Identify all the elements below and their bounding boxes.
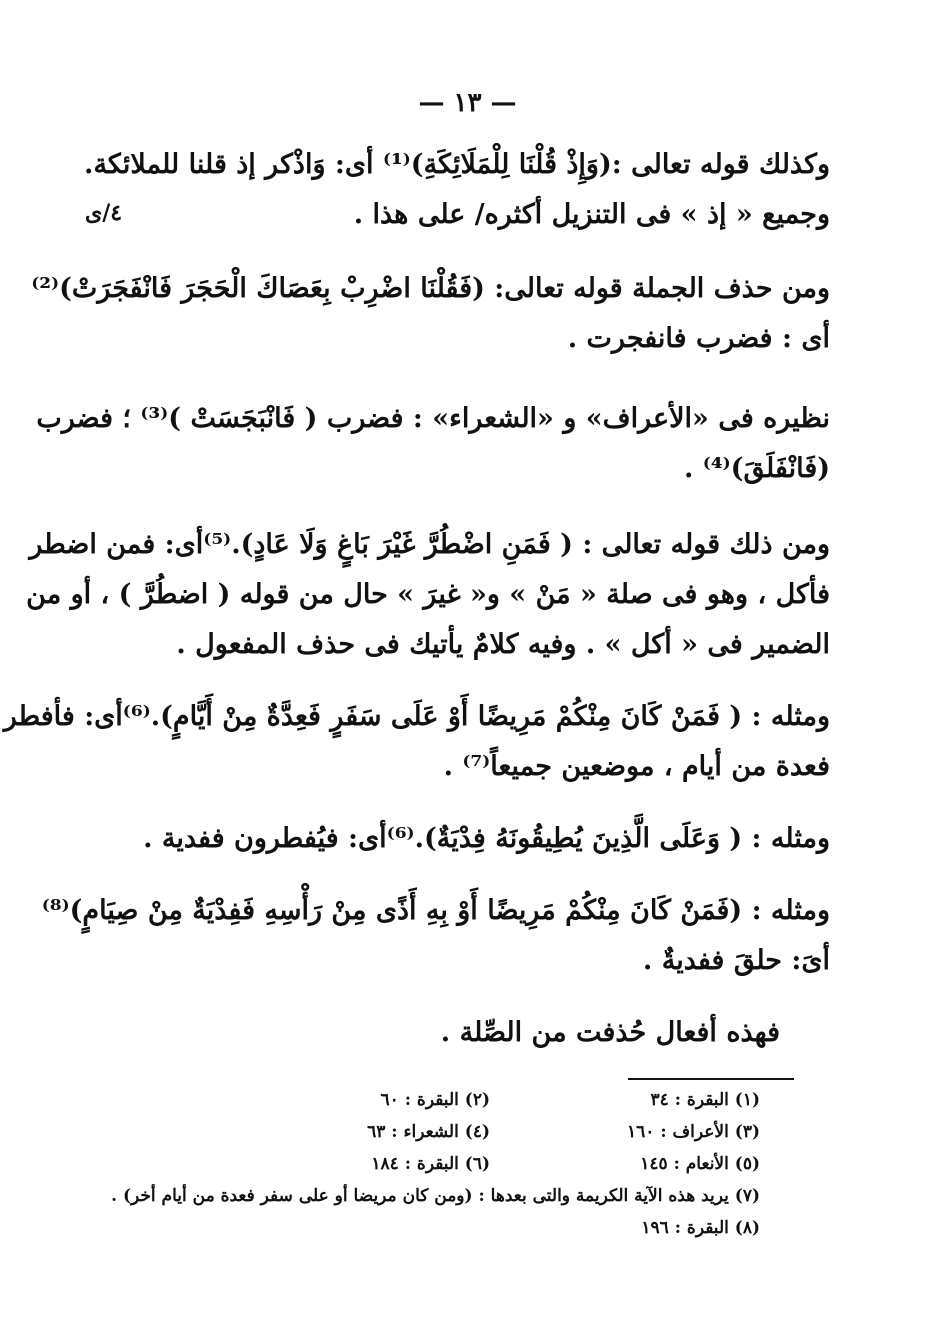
text-line: الضمير فى « أكل » . وفيه كلامٌ يأتيك فى حذف المفعول . <box>176 629 830 660</box>
text-line: وجميع « إذ » فى التنزيل أكثره/ على هذا . <box>353 199 830 230</box>
footnote-row <box>170 1154 760 1186</box>
footnote: (٦) البقرة : ١٨٤ <box>371 1154 490 1174</box>
paragraph <box>31 264 830 364</box>
text-line: فعدة من أيام ، موضعين جميعاً⁽⁷⁾ . <box>443 751 830 782</box>
text-line: نظيره فى «الأعراف» و «الشعراء» : فضرب ( فَانْبَجَسَتْ )⁽³⁾ ؛ فضرب <box>36 403 830 434</box>
footnote-row <box>170 1122 760 1154</box>
footnote: (٥) الأنعام : ١٤٥ <box>640 1154 760 1174</box>
text-line: وكذلك قوله تعالى :(وَإِذْ قُلْنَا لِلْمَلَائِكَةِ)⁽¹⁾ أى: وَاذْكر إذ قلنا للملائكة. <box>84 149 830 180</box>
text-line: ومثله : ( فَمَنْ كَانَ مِنْكُمْ مَرِيضًا أَوْ عَلَى سَفَرٍ فَعِدَّةٌ مِنْ أَيَّامٍ).⁽⁶⁾أى: فأفطر <box>3 701 830 732</box>
text-line: ومن حذف الجملة قوله تعالى: (فَقُلْنَا اضْرِبْ بِعَصَاكَ الْحَجَرَ فَانْفَجَرَتْ)⁽²⁾ <box>31 273 830 304</box>
text-line: ومثله : (فَمَنْ كَانَ مِنْكُمْ مَرِيضًا أَوْ بِهِ أَذًى مِنْ رَأْسِهِ فَفِدْيَةٌ مِنْ صِيَامٍ)⁽⁸⁾ <box>41 895 830 926</box>
footnote-row <box>170 1090 760 1122</box>
paragraph <box>3 692 830 792</box>
text-line: ومثله : ( وَعَلَى الَّذِينَ يُطِيقُونَهُ فِدْيَةٌ).⁽⁶⁾أى: فيُفطرون ففدية . <box>143 823 830 854</box>
footnote: (٣) الأعراف : ١٦٠ <box>627 1122 760 1142</box>
footnotes <box>111 1090 760 1250</box>
paragraph <box>41 886 830 986</box>
paragraph <box>140 814 830 864</box>
paragraph <box>140 1008 780 1058</box>
footnote: (٤) الشعراء : ٦٣ <box>367 1122 490 1142</box>
footnote: (٨) البقرة : ١٩٦ <box>641 1218 760 1238</box>
text-line: (فَانْفَلَقَ)⁽⁴⁾ . <box>683 453 830 484</box>
text-line: فأكل ، وهو فى صلة « مَنْ » و« غيرَ » حال من قوله ( اضطُرَّ ) ، أو من <box>26 579 830 610</box>
text-line: أىَ: حلقَ ففديةٌ . <box>642 945 830 976</box>
footnote-row <box>111 1186 760 1218</box>
footnote: (٢) البقرة : ٦٠ <box>380 1090 490 1110</box>
footnote-row <box>170 1218 760 1250</box>
text-line: أى : فضرب فانفجرت . <box>567 323 830 354</box>
footnote-divider <box>628 1078 794 1080</box>
footnote: (١) البقرة : ٣٤ <box>650 1090 760 1110</box>
margin-note: ٤/ى <box>85 200 123 226</box>
footnote: (٧) يريد هذه الآية الكريمة والتى بعدها : (ومن كان مريضا أو على سفر فعدة من أيام أخر) . <box>111 1186 760 1206</box>
paragraph <box>26 520 830 670</box>
paragraph <box>36 394 830 494</box>
page-number: — ١٣ — <box>418 88 517 118</box>
text-line: ومن ذلك قوله تعالى : ( فَمَنِ اضْطُرَّ غَيْرَ بَاغٍ وَلَا عَادٍ).⁽⁵⁾أى: فمن اضطر <box>29 529 830 560</box>
text-line: فهذه أفعال حُذفت من الصِّلة . <box>440 1017 780 1048</box>
